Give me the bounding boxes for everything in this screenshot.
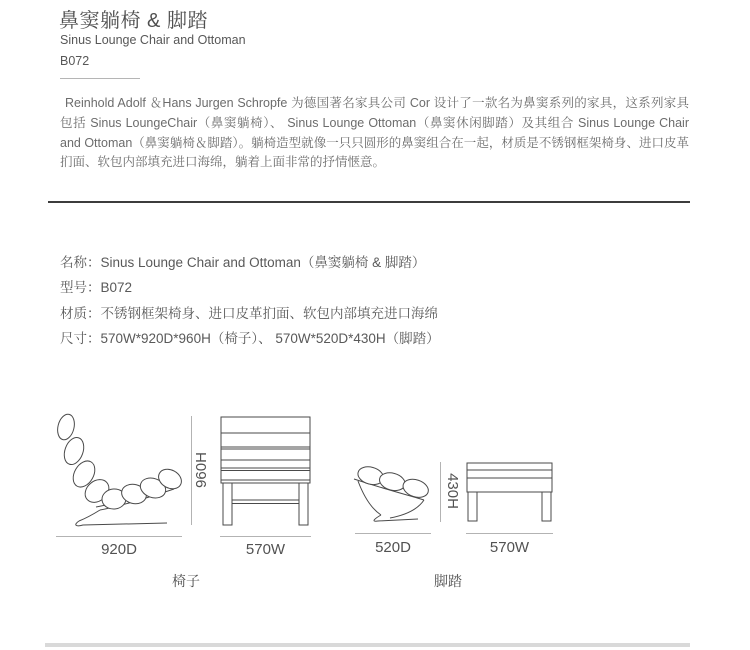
spec-label: 型号： (60, 280, 101, 296)
spec-label: 材质： (60, 305, 101, 321)
spec-row-model (60, 275, 440, 300)
chair-height-dimension-label: 960H (193, 452, 210, 488)
product-description: Reinhold Adolf ＆Hans Jurgen Schropfe 为德国著名家具公司 Cor 设计了一款名为鼻窦系列的家具，这系列家具包括 Sinus LoungeChair（鼻窦躺椅）、 Sinus Lounge Ottoman（鼻窦休闲脚踏）及其组合 Sinus Lounge Chair and Ottoman（鼻窦躺椅＆脚踏）。躺椅造型就像一只只圆形的鼻窦组合在一起，材质是不锈钢框架椅身、进口皮革扪面、软包内部填充进口海绵，躺着上面非常的抒情惬意。 (60, 96, 689, 170)
ottoman-height-dimension-line (440, 462, 441, 522)
header-divider (60, 78, 140, 79)
chair-side-view-drawing (48, 405, 193, 530)
spec-value: B072 (100, 280, 133, 296)
spec-label: 尺寸： (60, 331, 101, 347)
spec-row-material (60, 301, 440, 326)
ottoman-caption: 脚踏 (434, 573, 462, 589)
spec-list (60, 250, 440, 352)
spec-label: 名称： (60, 255, 101, 270)
section-divider (48, 201, 690, 203)
product-subtitle-en: Sinus Lounge Chair and Ottoman (60, 33, 246, 47)
ottoman-height-dimension-label: 430H (444, 473, 461, 509)
chair-front-view-drawing (218, 413, 313, 528)
ottoman-side-view-drawing (348, 453, 438, 525)
page-title: 鼻窦躺椅 & 脚踏 (59, 10, 208, 32)
product-model-number: B072 (60, 54, 90, 68)
chair-width-dimension-line (220, 536, 311, 537)
ottoman-depth-dimension-label: 520D (375, 539, 411, 556)
ottoman-front-view-drawing (465, 460, 555, 524)
spec-value: 不锈钢框架椅身、进口皮革扪面、软包内部填充进口海绵 (100, 305, 438, 321)
spec-row-name (60, 250, 440, 275)
ottoman-width-dimension-label: 570W (489, 539, 530, 556)
chair-caption: 椅子 (172, 573, 200, 589)
bottom-divider (45, 643, 690, 647)
spec-value: Sinus Lounge Chair and Ottoman（鼻窦躺椅 & 脚踏） (100, 255, 426, 270)
chair-height-dimension-line (191, 416, 192, 525)
chair-depth-dimension-line (56, 536, 182, 537)
chair-depth-dimension-label: 920D (101, 541, 137, 558)
spec-value: 570W*920D*960H（椅子）、 570W*520D*430H（脚踏） (100, 331, 440, 347)
chair-width-dimension-label: 570W (245, 541, 286, 558)
ottoman-width-dimension-line (466, 533, 553, 534)
ottoman-depth-dimension-line (355, 533, 431, 534)
spec-row-size (60, 326, 440, 351)
